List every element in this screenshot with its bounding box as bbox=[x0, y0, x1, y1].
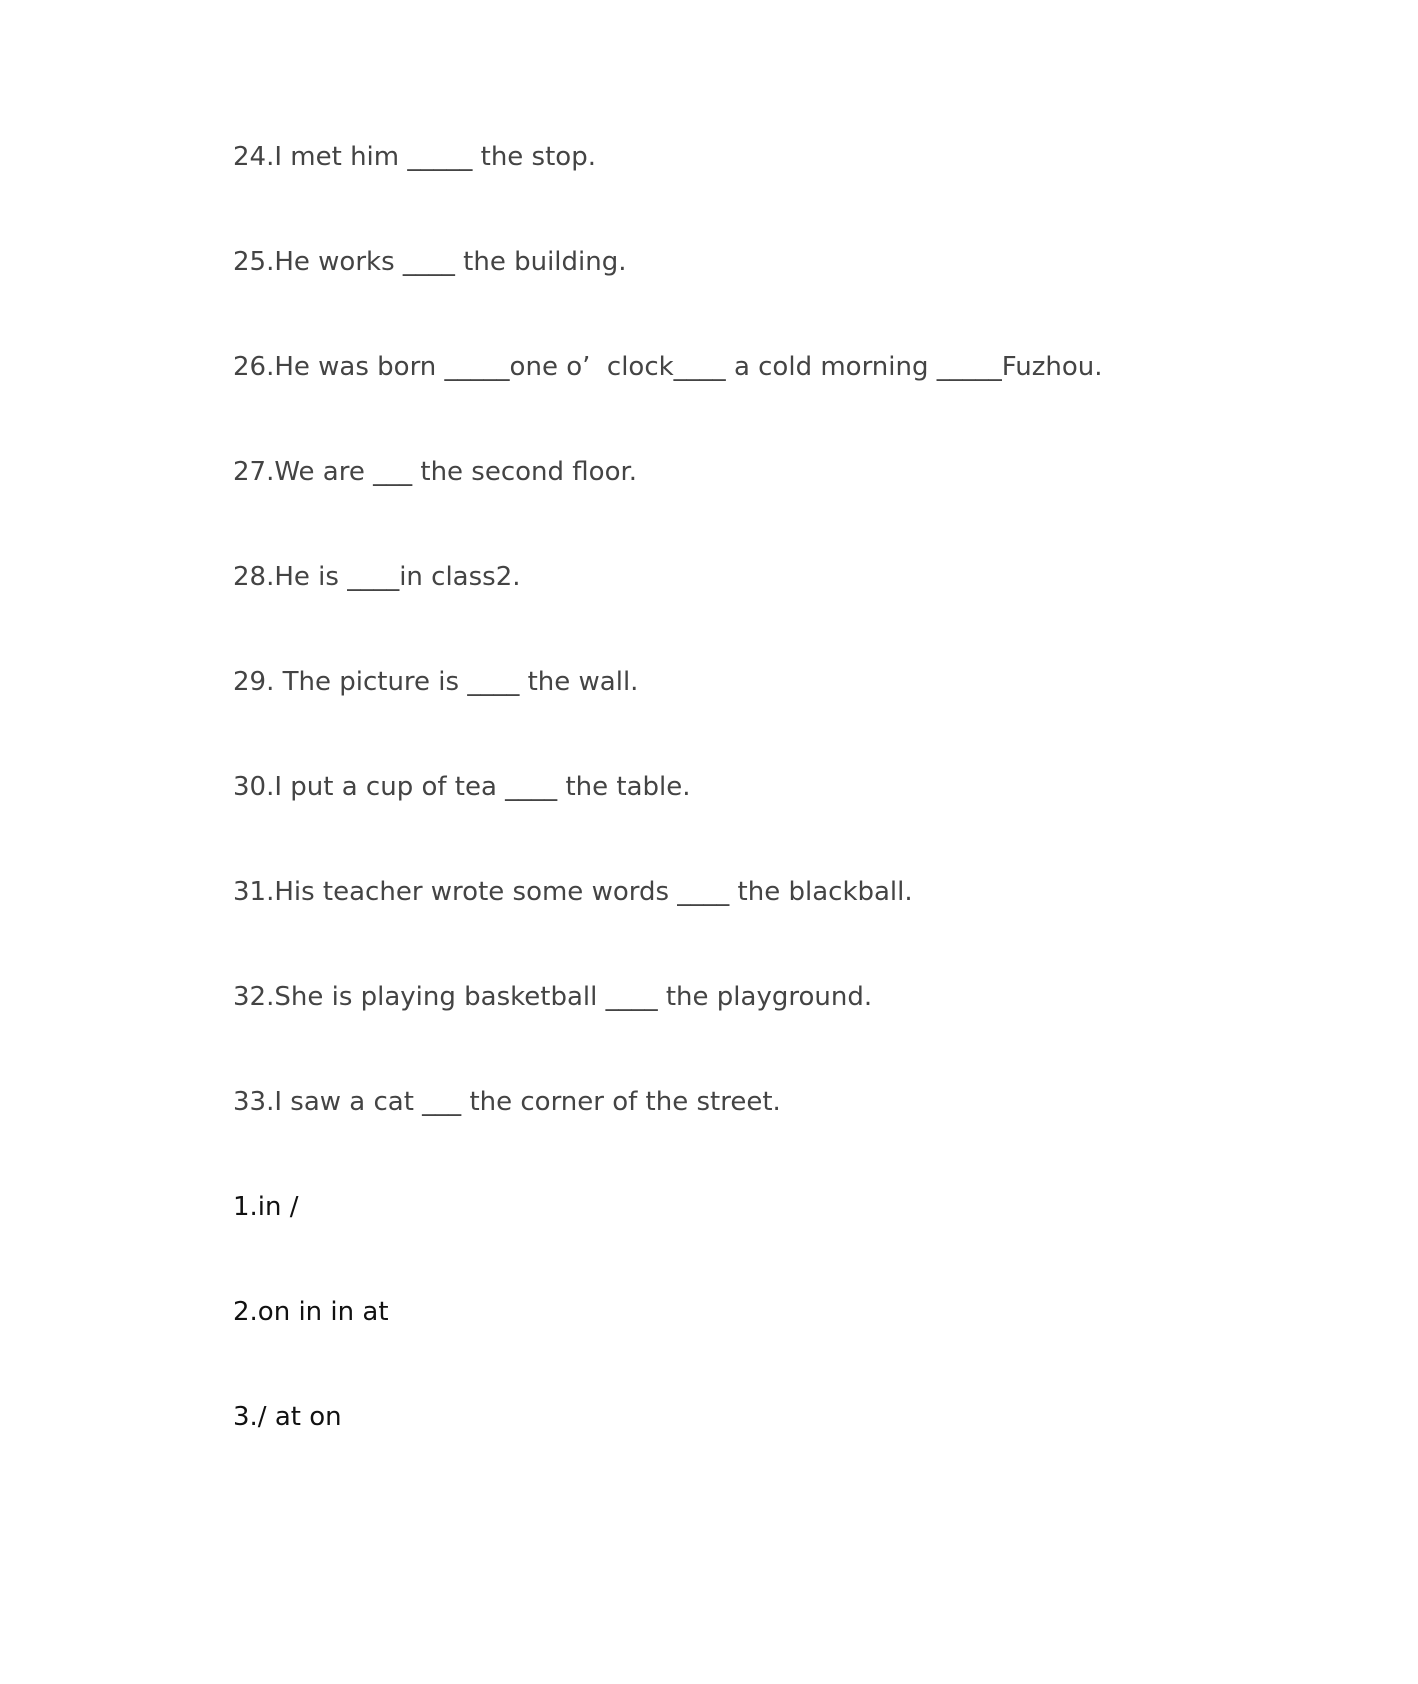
question-31: 31.His teacher wrote some words ____ the blackball. bbox=[233, 877, 913, 907]
answer-1: 1.in / bbox=[233, 1192, 299, 1222]
question-27: 27.We are ___ the second floor. bbox=[233, 457, 638, 487]
question-26: 26.He was born _____one o’ clock____ a cold morning _____Fuzhou. bbox=[233, 352, 1103, 382]
question-28: 28.He is ____in class2. bbox=[233, 562, 521, 592]
question-24: 24.I met him _____ the stop. bbox=[233, 142, 596, 172]
question-32: 32.She is playing basketball ____ the playground. bbox=[233, 982, 873, 1012]
answer-3: 3./ at on bbox=[233, 1402, 342, 1432]
answer-2: 2.on in in at bbox=[233, 1297, 389, 1327]
question-30: 30.I put a cup of tea ____ the table. bbox=[233, 772, 691, 802]
question-33: 33.I saw a cat ___ the corner of the street. bbox=[233, 1087, 781, 1117]
question-29: 29. The picture is ____ the wall. bbox=[233, 667, 639, 697]
question-25: 25.He works ____ the building. bbox=[233, 247, 627, 277]
